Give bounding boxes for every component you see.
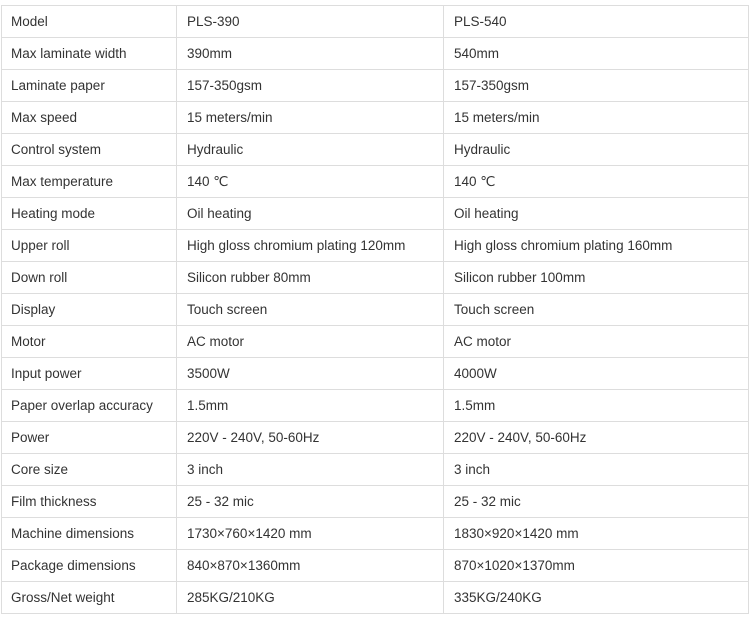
- spec-label: Max speed: [2, 102, 177, 134]
- spec-label: Display: [2, 294, 177, 326]
- pls540-value: 335KG/240KG: [444, 582, 749, 614]
- spec-label: Heating mode: [2, 198, 177, 230]
- table-row: [2, 390, 749, 422]
- table-row: [2, 454, 749, 486]
- table-row: [2, 70, 749, 102]
- pls540-value: 220V - 240V, 50-60Hz: [444, 422, 749, 454]
- spec-label: Laminate paper: [2, 70, 177, 102]
- spec-label: Power: [2, 422, 177, 454]
- pls540-value: Hydraulic: [444, 134, 749, 166]
- pls540-value: Oil heating: [444, 198, 749, 230]
- table-row: [2, 518, 749, 550]
- pls390-value: Hydraulic: [177, 134, 444, 166]
- spec-label: Control system: [2, 134, 177, 166]
- table-row: [2, 102, 749, 134]
- pls390-value: Silicon rubber 80mm: [177, 262, 444, 294]
- pls390-value: 3 inch: [177, 454, 444, 486]
- pls390-value: 3500W: [177, 358, 444, 390]
- spec-table: [1, 5, 749, 614]
- pls540-value: Silicon rubber 100mm: [444, 262, 749, 294]
- pls390-value: 220V - 240V, 50-60Hz: [177, 422, 444, 454]
- pls390-value: 15 meters/min: [177, 102, 444, 134]
- pls390-value: 1730×760×1420 mm: [177, 518, 444, 550]
- pls540-value: 1.5mm: [444, 390, 749, 422]
- spec-label: Film thickness: [2, 486, 177, 518]
- pls390-value: 390mm: [177, 38, 444, 70]
- spec-label: Down roll: [2, 262, 177, 294]
- table-row: [2, 358, 749, 390]
- pls540-value: 3 inch: [444, 454, 749, 486]
- table-row: [2, 198, 749, 230]
- table-row: [2, 582, 749, 614]
- pls390-value: High gloss chromium plating 120mm: [177, 230, 444, 262]
- spec-label: Motor: [2, 326, 177, 358]
- spec-label: Input power: [2, 358, 177, 390]
- table-row: [2, 326, 749, 358]
- pls390-value: 840×870×1360mm: [177, 550, 444, 582]
- pls540-value: 15 meters/min: [444, 102, 749, 134]
- pls390-value: 25 - 32 mic: [177, 486, 444, 518]
- pls540-value: High gloss chromium plating 160mm: [444, 230, 749, 262]
- table-row: [2, 230, 749, 262]
- spec-label: Model: [2, 6, 177, 38]
- pls390-value: PLS-390: [177, 6, 444, 38]
- spec-label: Max temperature: [2, 166, 177, 198]
- pls540-value: PLS-540: [444, 6, 749, 38]
- table-row: [2, 262, 749, 294]
- table-row: [2, 166, 749, 198]
- table-row: [2, 134, 749, 166]
- pls540-value: 1830×920×1420 mm: [444, 518, 749, 550]
- pls540-value: 870×1020×1370mm: [444, 550, 749, 582]
- table-row: [2, 486, 749, 518]
- table-row: [2, 422, 749, 454]
- table-row: [2, 6, 749, 38]
- spec-label: Upper roll: [2, 230, 177, 262]
- pls390-value: 285KG/210KG: [177, 582, 444, 614]
- pls540-value: 4000W: [444, 358, 749, 390]
- pls540-value: 25 - 32 mic: [444, 486, 749, 518]
- table-row: [2, 294, 749, 326]
- pls540-value: 157-350gsm: [444, 70, 749, 102]
- spec-label: Paper overlap accuracy: [2, 390, 177, 422]
- spec-label: Max laminate width: [2, 38, 177, 70]
- pls390-value: 1.5mm: [177, 390, 444, 422]
- table-row: [2, 38, 749, 70]
- spec-label: Machine dimensions: [2, 518, 177, 550]
- pls390-value: Oil heating: [177, 198, 444, 230]
- spec-label: Package dimensions: [2, 550, 177, 582]
- pls390-value: Touch screen: [177, 294, 444, 326]
- pls540-value: 140 ℃: [444, 166, 749, 198]
- spec-label: Gross/Net weight: [2, 582, 177, 614]
- pls390-value: AC motor: [177, 326, 444, 358]
- table-row: [2, 550, 749, 582]
- pls540-value: AC motor: [444, 326, 749, 358]
- pls540-value: Touch screen: [444, 294, 749, 326]
- pls390-value: 140 ℃: [177, 166, 444, 198]
- pls390-value: 157-350gsm: [177, 70, 444, 102]
- spec-label: Core size: [2, 454, 177, 486]
- pls540-value: 540mm: [444, 38, 749, 70]
